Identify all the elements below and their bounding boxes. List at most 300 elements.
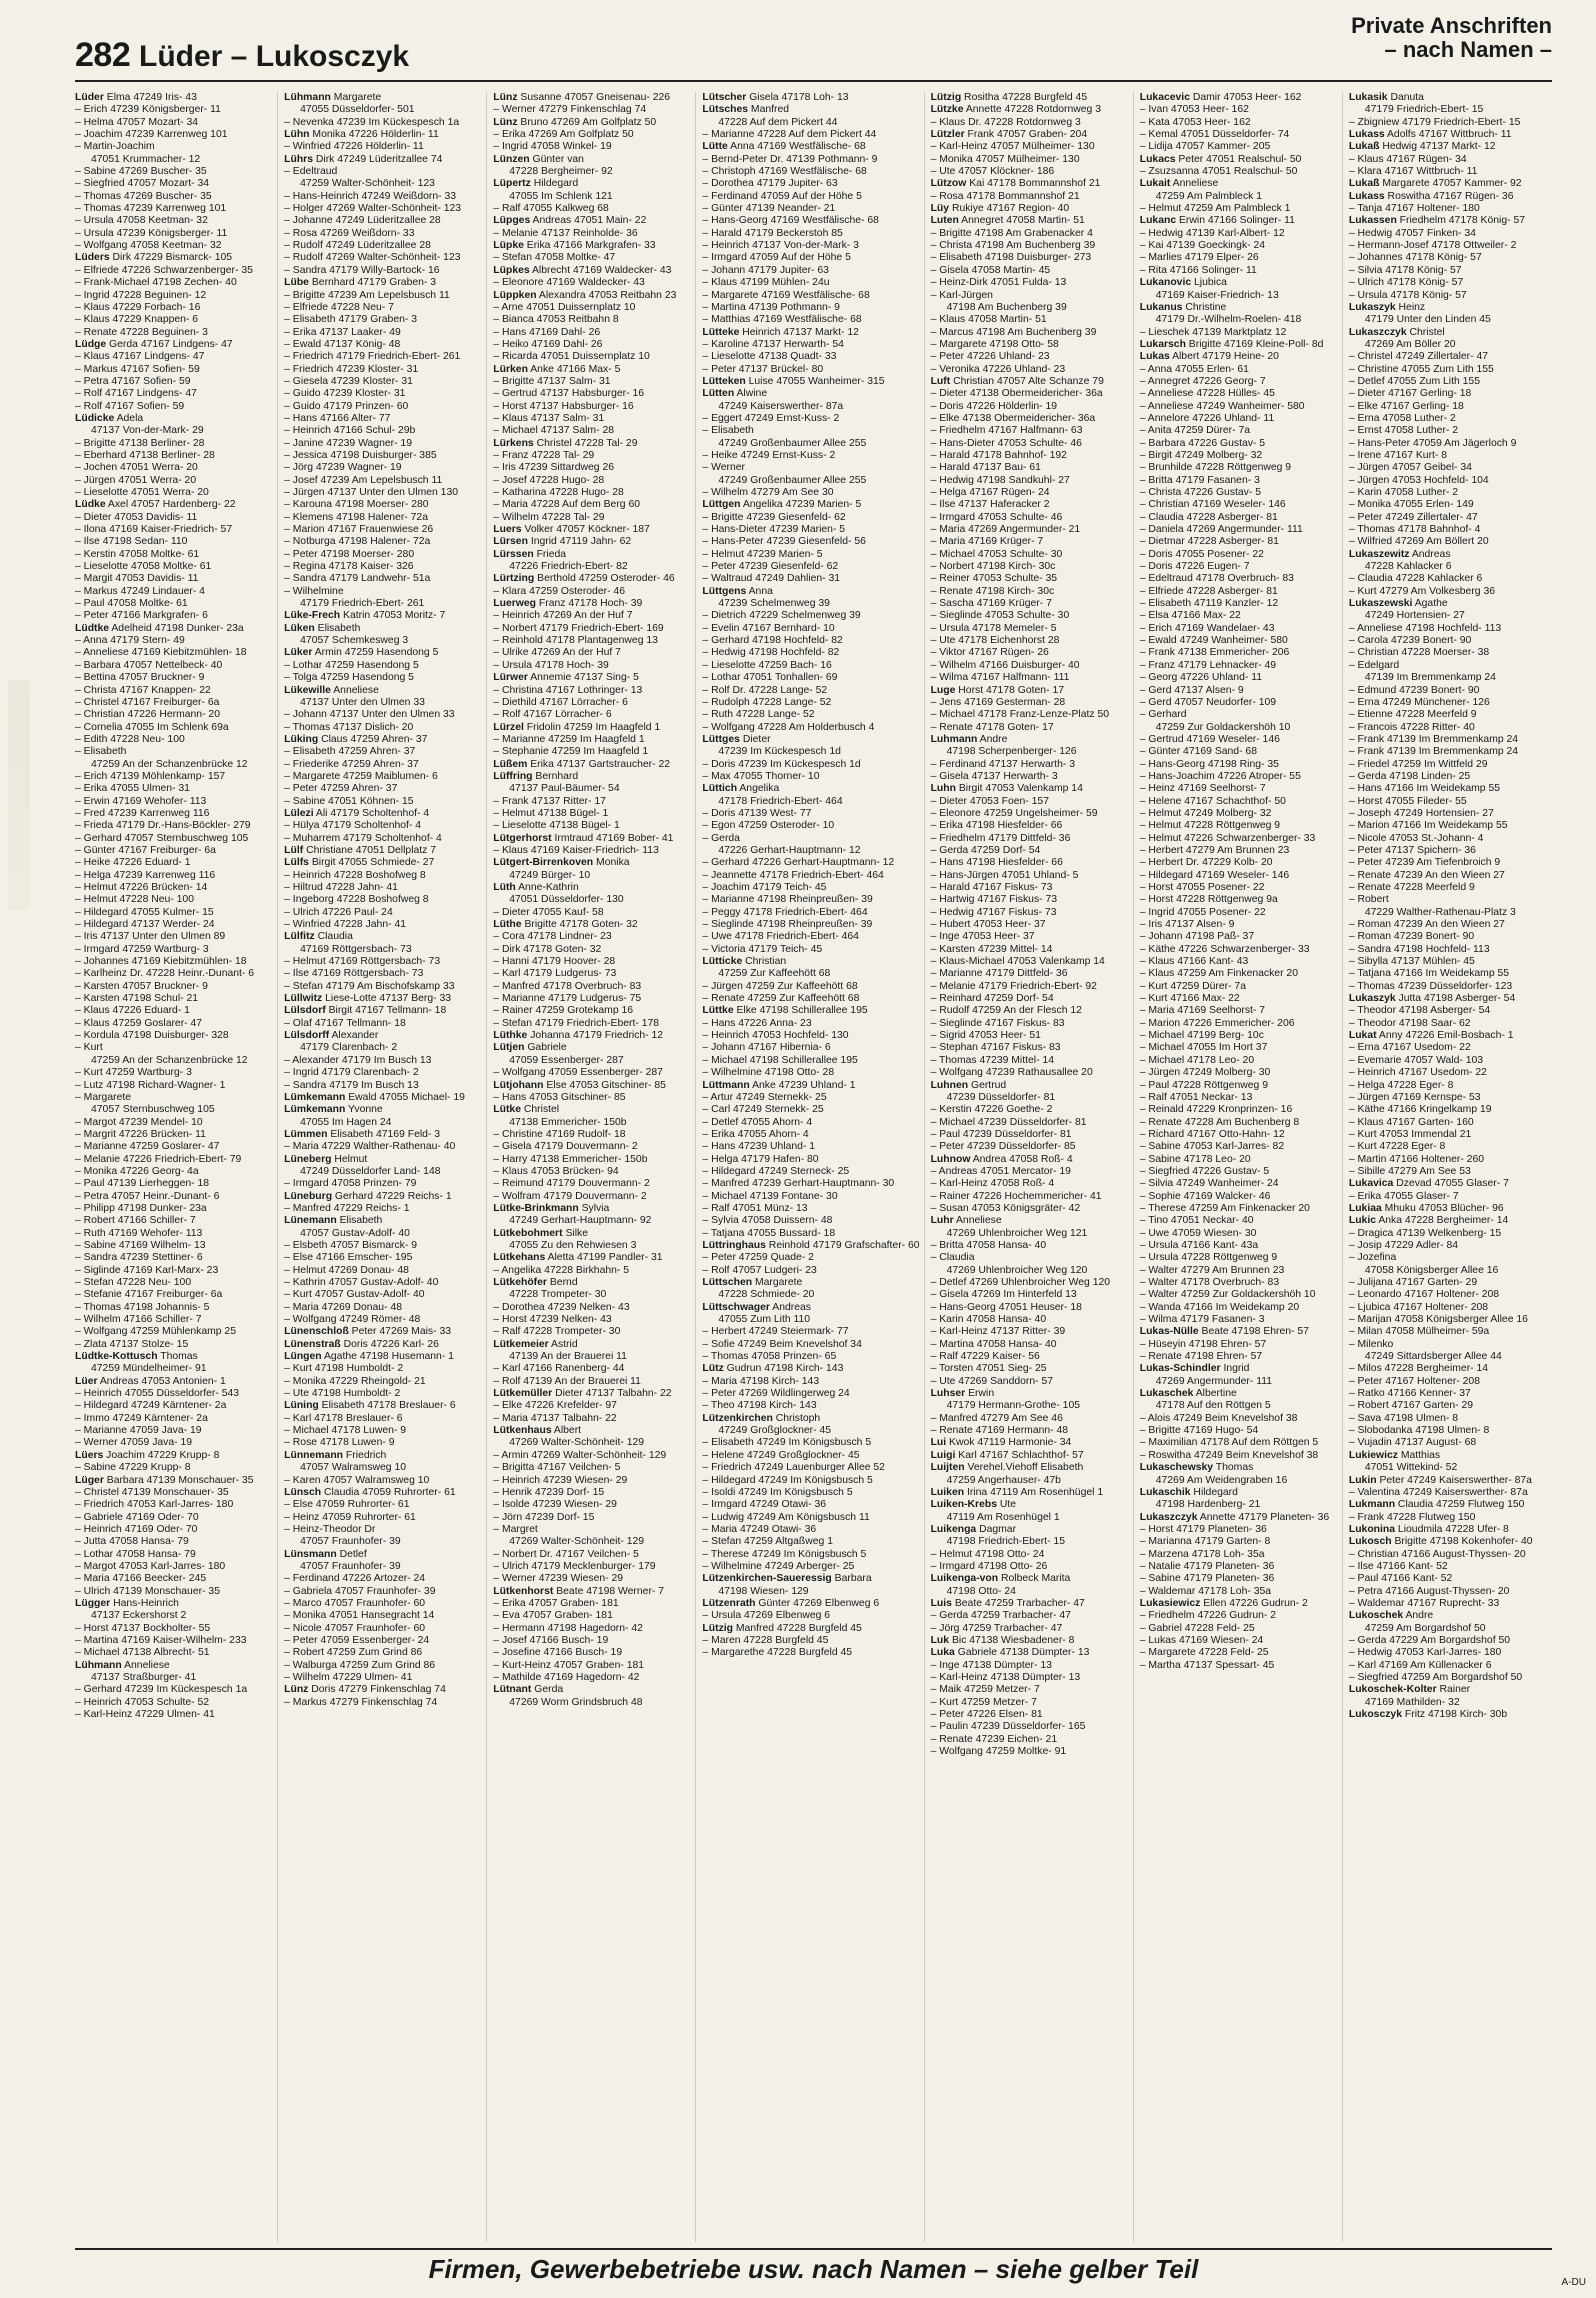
directory-entry: – Carola 47239 Bonert- 90: [1348, 635, 1472, 647]
directory-entry: – Paul 47239 Düsseldorfer- 81: [930, 1128, 1072, 1140]
directory-entry: – Heike 47249 Ernst-Kuss- 2: [702, 449, 836, 461]
directory-entry: – Sandra 47179 Im Busch 13: [284, 1079, 419, 1091]
directory-entry: – Heinrich 47166 Schul- 29b: [284, 425, 416, 437]
directory-entry: – Peter 47059 Essenberger- 24: [284, 1634, 430, 1646]
directory-entry: – Siglinde 47169 Karl-Marx- 23: [75, 1264, 219, 1276]
directory-entry: – Anita 47259 Dürer- 7a: [1139, 425, 1251, 437]
directory-entry: – Gerda: [702, 832, 740, 844]
directory-entry: – Hans-Jürgen 47051 Uhland- 5: [930, 869, 1079, 881]
directory-entry: – Dieter 47138 Obermeidericher- 36a: [930, 388, 1103, 400]
directory-entry: – Doris 47226 Eugen- 7: [1139, 561, 1250, 573]
directory-entry: Lühmann Anneliese: [75, 1659, 170, 1671]
directory-entry: – Christa 47198 Am Buchenberg 39: [930, 240, 1096, 252]
column-3: [493, 92, 696, 2242]
directory-entry: – Lieselotte 47051 Werra- 20: [75, 487, 209, 498]
directory-entry: 47249 Gerhart-Hauptmann- 92: [509, 1215, 652, 1227]
directory-entry: – Paul 47166 Kant- 52: [1348, 1573, 1453, 1585]
directory-entry: – Stephanie 47259 Im Haagfeld 1: [493, 746, 649, 758]
directory-entry: – Paul 47228 Röttgenweg 9: [1139, 1079, 1268, 1091]
directory-entry: – Josef 47239 Am Lepelsbusch 11: [284, 474, 443, 486]
directory-entry: – Christel 47139 Monschauer- 35: [75, 1486, 229, 1498]
directory-entry: – Robert: [1348, 894, 1389, 906]
directory-entry: – Doris 47139 West- 77: [702, 807, 812, 819]
directory-entry: – Ljubica 47167 Holtener- 208: [1348, 1301, 1489, 1313]
directory-entry: – Hans-Georg 47169 Westfälische- 68: [702, 215, 879, 227]
directory-entry: – Anneliese 47169 Kiebitzmühlen- 18: [75, 647, 247, 659]
directory-entry: – Walburga 47259 Zum Grind 86: [284, 1659, 436, 1671]
directory-entry: – Erwin 47169 Wehofer- 113: [75, 795, 207, 807]
directory-entry: Lülfitz Claudia: [284, 931, 353, 943]
directory-entry: Lühn Monika 47226 Hölderlin- 11: [284, 129, 439, 141]
directory-entry: – Rudolph 47228 Lange- 52: [702, 696, 832, 708]
directory-entry: Lütteken Luise 47055 Wanheimer- 315: [702, 375, 885, 387]
directory-entry: Lühmann Margarete: [284, 92, 382, 103]
directory-entry: – Werner 47239 Wiesen- 29: [493, 1573, 624, 1585]
directory-entry: Lukin Peter 47249 Kaiserswerther- 87a: [1348, 1474, 1532, 1486]
directory-entry: – Anna 47179 Stern- 49: [75, 635, 185, 647]
directory-entry: – Elke 47226 Krefelder- 97: [493, 1400, 617, 1412]
directory-entry: – Torsten 47051 Sieg- 25: [930, 1363, 1047, 1375]
directory-entry: – Heinz-Theodor Dr: [284, 1523, 376, 1535]
directory-entry: Lukonina Lioudmila 47228 Ufer- 8: [1348, 1523, 1509, 1535]
directory-entry: – Sabine 47178 Leo- 20: [1139, 1153, 1251, 1165]
directory-entry: – Daniela 47269 Angermunder- 111: [1139, 524, 1303, 536]
directory-entry: Lütticke Christian: [702, 956, 787, 968]
directory-entry: 47138 Emmericher- 150b: [509, 1116, 627, 1128]
directory-entry: – Karl-Heinz 47058 Roß- 4: [930, 1178, 1055, 1190]
directory-entry: – Monika 47055 Erlen- 149: [1348, 499, 1474, 511]
directory-entry: – Stefan 47179 Am Bischofskamp 33: [284, 980, 455, 992]
directory-entry: 47057 Gustav-Adolf- 40: [300, 1227, 410, 1239]
directory-entry: – Viktor 47167 Rügen- 26: [930, 647, 1049, 659]
directory-entry: – Inge 47138 Dümpter- 13: [930, 1659, 1052, 1671]
directory-entry: – Hans 47053 Gitschiner- 85: [493, 1091, 626, 1103]
directory-entry: – Ingrid 47179 Clarenbach- 2: [284, 1067, 419, 1079]
page-header: [75, 14, 1552, 82]
directory-entry: 47055 Zum Lith 110: [718, 1314, 811, 1326]
directory-entry: – Robert 47167 Garten- 29: [1348, 1400, 1474, 1412]
directory-entry: – Heiko 47169 Dahl- 26: [493, 338, 603, 350]
directory-entry: 47259 Mündelheimer- 91: [91, 1363, 207, 1375]
directory-entry: 47178 Friedrich-Ebert- 464: [718, 795, 843, 807]
directory-entry: – Doris 47055 Posener- 22: [1139, 548, 1264, 560]
directory-entry: – Claudia: [930, 1252, 975, 1264]
directory-entry: – Dieter 47053 Davidis- 11: [75, 511, 198, 523]
directory-entry: 47169 Kaiser-Friedrich- 13: [1155, 289, 1279, 301]
directory-entry: – Stefan 47058 Moltke- 47: [493, 252, 616, 264]
directory-entry: – Günter 47169 Sand- 68: [1139, 746, 1257, 758]
directory-entry: – Heinrich 47167 Usedom- 22: [1348, 1067, 1487, 1079]
directory-entry: – Maria 47269 Donau- 48: [284, 1301, 402, 1313]
directory-entry: Lünemann Elisabeth: [284, 1215, 383, 1227]
directory-entry: – Klemens 47198 Halener- 72a: [284, 511, 428, 523]
directory-entry: – Jörg 47239 Wagner- 19: [284, 462, 402, 474]
directory-entry: – Martin-Joachim: [75, 141, 155, 153]
directory-entry: – Waldemar 47167 Ruprecht- 33: [1348, 1597, 1500, 1609]
directory-entry: – Marcus 47198 Am Buchenberg 39: [930, 326, 1097, 338]
directory-entry: – Christine 47055 Zum Lith 155: [1348, 363, 1494, 375]
directory-entry: – Evelin 47167 Bernhard- 10: [702, 622, 835, 634]
directory-entry: – Erich 47169 Wandelaer- 43: [1139, 622, 1275, 634]
directory-entry: – Stefan 47179 Friedrich-Ebert- 178: [493, 1017, 660, 1029]
directory-entry: – Horst 47137 Habsburger- 16: [493, 400, 634, 412]
directory-entry: – Eberhard 47138 Berliner- 28: [75, 449, 215, 461]
directory-entry: 47179 Friedrich-Ebert- 261: [300, 598, 425, 610]
directory-entry: Lütten Alwine: [702, 388, 768, 400]
directory-entry: – Giesela 47239 Kloster- 31: [284, 375, 413, 387]
directory-entry: – Petra 47057 Heinr.-Dunant- 6: [75, 1190, 220, 1202]
directory-entry: – Ursula 47228 Röttgenweg 9: [1139, 1252, 1278, 1264]
directory-entry: – Josef 47166 Busch- 19: [493, 1634, 609, 1646]
directory-entry: – Cora 47178 Lindner- 23: [493, 931, 612, 943]
directory-entry: Lukiewicz Matthias: [1348, 1449, 1441, 1461]
directory-entry: – Jörn 47239 Dorf- 15: [493, 1511, 595, 1523]
directory-entry: – Lothar 47051 Tonhallen- 69: [702, 672, 838, 684]
directory-entry: 47179 Clarenbach- 2: [300, 1042, 398, 1054]
directory-entry: – Eleonore 47169 Waldecker- 43: [493, 277, 645, 289]
directory-entry: – Holger 47269 Walter-Schönheit- 123: [284, 203, 462, 215]
directory-entry: Lürwer Annemie 47137 Sing- 5: [493, 672, 639, 684]
directory-entry: – Hildegard 47249 Im Königsbusch 5: [702, 1474, 873, 1486]
directory-entry: – Jochen 47051 Werra- 20: [75, 462, 198, 474]
directory-entry: 47058 Königsberger Allee 16: [1364, 1264, 1499, 1276]
directory-entry: – Peter 47198 Moerser- 280: [284, 548, 415, 560]
directory-entry: Lukaszczyk Christel: [1348, 326, 1445, 338]
directory-entry: – Helmut 47239 Marien- 5: [702, 548, 823, 560]
directory-entry: – Erika 47055 Glaser- 7: [1348, 1190, 1459, 1202]
directory-entry: – Klaus 47058 Martin- 51: [930, 314, 1047, 326]
directory-entry: – Lieselotte 47138 Bügel- 1: [493, 820, 620, 832]
directory-entry: – Reimund 47179 Douvermann- 2: [493, 1178, 650, 1190]
directory-entry: – Gerda 47259 Trarbacher- 47: [930, 1610, 1071, 1622]
directory-entry: – Cornelia 47055 Im Schlenk 69a: [75, 721, 229, 733]
directory-entry: Lütsches Manfred: [702, 104, 790, 116]
directory-entry: Lürkens Christel 47228 Tal- 29: [493, 437, 638, 449]
directory-entry: – Harald 47179 Beckerstoh 85: [702, 227, 843, 239]
directory-entry: – Philipp 47198 Dunker- 23a: [75, 1202, 207, 1214]
directory-entry: – Helene 47249 Großglockner- 45: [702, 1449, 860, 1461]
directory-entry: – Karouna 47198 Moerser- 280: [284, 499, 429, 511]
directory-entry: 47057 Fraunhofer- 39: [300, 1560, 401, 1572]
directory-entry: – Hermann-Josef 47178 Ottweiler- 2: [1348, 240, 1517, 252]
directory-entry: – Thomas 47239 Düsseldorfer- 123: [1348, 980, 1513, 992]
directory-entry: – Hans 47166 Alter- 77: [284, 412, 391, 424]
directory-entry: Lümmen Elisabeth 47169 Feld- 3: [284, 1128, 441, 1140]
directory-entry: – Frieda 47179 Dr.-Hans-Böckler- 279: [75, 820, 251, 832]
directory-entry: 47249 Düsseldorfer Land- 148: [300, 1165, 441, 1177]
directory-entry: Lukanus Christine: [1139, 301, 1227, 313]
directory-entry: Lüttgens Anna: [702, 585, 773, 597]
directory-entry: 47259 Angerhauser- 47b: [946, 1474, 1061, 1486]
directory-entry: Lüttges Dieter: [702, 733, 771, 745]
directory-entry: 47228 Trompeter- 30: [509, 1289, 607, 1301]
directory-entry: Lümkemann Yvonne: [284, 1104, 383, 1116]
directory-entry: – Franz 47179 Lehnacker- 49: [1139, 659, 1277, 671]
directory-entry: – Margarete: [75, 1091, 132, 1103]
directory-entry: – Werner: [702, 462, 745, 474]
directory-entry: – Renate 47198 Kirch- 30c: [930, 585, 1055, 597]
directory-entry: – Klaus 47169 Kaiser-Friedrich- 113: [493, 844, 659, 856]
directory-entry: – Erika 47269 Am Golfplatz 50: [493, 129, 634, 141]
directory-entry: – Margarete 47259 Maiblumen- 6: [284, 770, 438, 782]
directory-entry: Lüttke Elke 47198 Schillerallee 195: [702, 1005, 868, 1017]
directory-entry: – Michael 47137 Salm- 28: [493, 425, 614, 437]
directory-entry: – Harald 47178 Bahnhof- 192: [930, 449, 1067, 461]
directory-entry: – Peter 47137 Spichern- 36: [1348, 844, 1476, 856]
directory-entry: Lüneburg Gerhard 47229 Reichs- 1: [284, 1190, 452, 1202]
directory-entry: – Michael 47139 Fontane- 30: [702, 1190, 838, 1202]
directory-entry: Lüth Anne-Kathrin: [493, 882, 579, 893]
directory-entry: – Gerda 47229 Am Borgardshof 50: [1348, 1634, 1511, 1646]
directory-entry: – Elke 47167 Gerling- 18: [1348, 400, 1464, 412]
directory-entry: Lülf Christiane 47051 Dellplatz 7: [284, 844, 437, 856]
directory-entry: Lüneberg Helmut: [284, 1153, 368, 1165]
directory-entry: – Gisela 47058 Martin- 45: [930, 264, 1051, 276]
directory-entry: Lütkehans Aletta 47199 Pandler- 31: [493, 1252, 663, 1264]
column-1: [75, 92, 278, 2242]
directory-entry: Lütjohann Else 47053 Gitschiner- 85: [493, 1079, 666, 1091]
directory-entry: – Karl 47178 Breslauer- 6: [284, 1412, 403, 1424]
directory-entry: – Klaus 47259 Goslarer- 47: [75, 1017, 203, 1029]
directory-entry: 47249 Hortensien- 27: [1364, 610, 1465, 622]
directory-entry: 47137 Von-der-Mark- 29: [91, 425, 204, 437]
directory-entry: – Tanja 47167 Holtener- 180: [1348, 203, 1480, 215]
directory-entry: Luiken Irina 47119 Am Rosenhügel 1: [930, 1486, 1104, 1498]
directory-entry: – Werner 47279 Finkenschlag 74: [493, 104, 647, 116]
directory-entry: – Muharrem 47179 Scholtenhof- 4: [284, 832, 442, 844]
directory-entry: – Nicole 47053 St.-Johann- 4: [1348, 832, 1484, 844]
directory-entry: – Maria 47229 Walther-Rathenau- 40: [284, 1141, 456, 1153]
directory-entry: Luerweg Franz 47178 Hoch- 39: [493, 598, 643, 610]
directory-entry: – Ursula 47269 Elbenweg 6: [702, 1610, 831, 1622]
directory-entry: – Lothar 47058 Hansa- 79: [75, 1548, 196, 1560]
directory-entry: – Walter 47178 Overbruch- 83: [1139, 1277, 1280, 1288]
directory-entry: – Marianne 47259 Im Haagfeld 1: [493, 733, 645, 745]
directory-entry: – Matthias 47169 Westfälische- 68: [702, 314, 862, 326]
directory-entry: – Hildegard 47169 Weseler- 146: [1139, 869, 1290, 881]
directory-entry: – Renate 47169 Hermann- 48: [930, 1425, 1069, 1437]
directory-entry: Lukosczyk Fritz 47198 Kirch- 30b: [1348, 1709, 1508, 1721]
directory-entry: – Else 47059 Ruhrorter- 61: [284, 1499, 410, 1511]
directory-entry: – Stefanie 47167 Freiburger- 6a: [75, 1289, 223, 1301]
directory-entry: Lukarsch Brigitte 47169 Kleine-Poll- 8d: [1139, 338, 1324, 350]
directory-entry: Lukanovic Ljubica: [1139, 277, 1227, 289]
directory-entry: – Heinrich 47228 Boshofweg 8: [284, 869, 426, 881]
directory-entry: – Rolf 47057 Ludgeri- 23: [702, 1264, 817, 1276]
directory-entry: – Sibille 47279 Am See 53: [1348, 1165, 1471, 1177]
directory-entry: – Iris 47239 Sittardweg 26: [493, 462, 615, 474]
directory-entry: – Gisela 47179 Douvermann- 2: [493, 1141, 638, 1153]
directory-entry: – Silvia 47249 Wanheimer- 24: [1139, 1178, 1279, 1190]
directory-entry: – Margarethe 47228 Burgfeld 45: [702, 1647, 853, 1659]
directory-entry: – Alois 47249 Beim Knevelshof 38: [1139, 1412, 1298, 1424]
directory-entry: 47239 Düsseldorfer- 81: [946, 1091, 1056, 1103]
directory-entry: – Sabine 47229 Krupp- 8: [75, 1462, 191, 1474]
directory-entry: – Monika 47229 Rheingold- 21: [284, 1375, 426, 1387]
directory-entry: – Petra 47166 August-Thyssen- 20: [1348, 1585, 1510, 1597]
directory-entry: Lukas-Schindler Ingrid: [1139, 1363, 1250, 1375]
directory-entry: Luhn Birgit 47053 Valenkamp 14: [930, 783, 1083, 795]
directory-entry: – Wilhelmine 47249 Arberger- 25: [702, 1560, 855, 1572]
directory-entry: – Wolfgang 47058 Keetman- 32: [75, 240, 222, 252]
directory-entry: – Christina 47167 Lothringer- 13: [493, 684, 643, 696]
directory-entry: – Sabine 47053 Karl-Jarres- 82: [1139, 1141, 1285, 1153]
directory-entry: – Dorothea 47239 Nelken- 43: [493, 1301, 630, 1313]
directory-entry: – Armin 47269 Walter-Schönheit- 129: [493, 1449, 667, 1461]
directory-entry: – Zbigniew 47179 Friedrich-Ebert- 15: [1348, 116, 1521, 128]
directory-entry: Lüdtke-Kottusch Thomas: [75, 1351, 198, 1363]
directory-entry: – Peter 47259 Quade- 2: [702, 1252, 814, 1264]
directory-entry: – Helmut 47228 Röttgenweg 9: [1139, 820, 1281, 832]
directory-entry: – Michael 47053 Schulte- 30: [930, 548, 1063, 560]
directory-entry: – Maik 47259 Metzer- 7: [930, 1684, 1040, 1696]
directory-entry: Lüttringhaus Reinhold 47179 Grafschafter- 60: [702, 1239, 920, 1251]
directory-entry: – Karin 47058 Hansa- 40: [930, 1314, 1047, 1326]
section-title-line1: Private Anschriften: [1351, 13, 1552, 38]
directory-entry: – Josip 47229 Adler- 84: [1348, 1239, 1459, 1251]
directory-entry: – Marianne 47198 Rheinpreußen- 39: [702, 894, 873, 906]
directory-entry: – Friedel 47259 Im Wittfeld 29: [1348, 758, 1488, 770]
directory-entry: – Ricarda 47051 Duissernplatz 10: [493, 351, 650, 363]
directory-entry: – Peter 47226 Elsen- 81: [930, 1709, 1043, 1721]
directory-entry: – Klaus 47137 Salm- 31: [493, 412, 605, 424]
directory-entry: – Elfriede 47228 Neu- 7: [284, 301, 394, 313]
directory-entry: 47269 Uhlenbroicher Weg 121: [946, 1227, 1088, 1239]
directory-entry: – Immo 47249 Kärntener- 2a: [75, 1412, 208, 1424]
directory-entry: – Peter 47239 Düsseldorfer- 85: [930, 1141, 1076, 1153]
directory-entry: – Helmut 47228 Neu- 100: [75, 894, 194, 906]
directory-entry: – Klaus 47167 Garten- 160: [1348, 1116, 1474, 1128]
directory-entry: 47055 Im Schlenk 121: [509, 190, 613, 202]
directory-entry: – Irmgard 47058 Prinzen- 79: [284, 1178, 417, 1190]
directory-entry: – Gisela 47137 Herwarth- 3: [930, 770, 1058, 782]
directory-entry: – Ulrich 47139 Monschauer- 35: [75, 1585, 220, 1597]
directory-entry: Lüning Elisabeth 47178 Breslauer- 6: [284, 1400, 456, 1412]
directory-entry: – Siegfried 47259 Am Borgardshof 50: [1348, 1672, 1523, 1683]
directory-entry: – Thomas 47239 Karrenweg 101: [75, 203, 227, 215]
directory-entry: – Lutz 47198 Richard-Wagner- 1: [75, 1079, 226, 1091]
directory-entry: 47198 Hardenberg- 21: [1155, 1499, 1261, 1511]
directory-entry: – Karin 47058 Luther- 2: [1348, 487, 1459, 498]
directory-entry: – Martin 47166 Holtener- 260: [1348, 1153, 1485, 1165]
directory-entry: 47179 Dr.-Wilhelm-Roelen- 418: [1155, 314, 1302, 326]
directory-entry: – Wolfgang 47249 Römer- 48: [284, 1314, 421, 1326]
directory-entry: – Maria 47169 Krüger- 7: [930, 536, 1044, 548]
directory-entry: – Lieschek 47139 Marktplatz 12: [1139, 326, 1287, 338]
directory-entry: – Erna 47058 Luther- 2: [1348, 412, 1456, 424]
directory-entry: Lukass Roswitha 47167 Rügen- 36: [1348, 190, 1514, 202]
directory-entry: – Maria 47137 Talbahn- 22: [493, 1412, 617, 1424]
directory-entry: – Iris 47137 Alsen- 9: [1139, 919, 1235, 931]
directory-entry: – Tolga 47259 Hasendong 5: [284, 672, 414, 684]
directory-entry: – Erna 47167 Usedom- 22: [1348, 1042, 1471, 1054]
directory-entry: – Siegfried 47226 Gustav- 5: [1139, 1165, 1270, 1177]
directory-entry: – Irmgard 47259 Wartburg- 3: [75, 943, 209, 955]
directory-entry: – Manfred 47229 Reichs- 1: [284, 1202, 410, 1214]
directory-entry: 47239 Im Kückespesch 1d: [718, 746, 841, 758]
directory-entry: – Maria 47249 Otawi- 36: [702, 1523, 817, 1535]
directory-entry: – Gerda 47259 Dorf- 54: [930, 844, 1041, 856]
directory-entry: Lünz Susanne 47057 Gneisenau- 226: [493, 92, 671, 103]
directory-entry: 47057 Walramsweg 10: [300, 1462, 407, 1474]
directory-entry: Lüger Barbara 47139 Monschauer- 35: [75, 1474, 254, 1486]
directory-entry: Lülezi Ali 47179 Scholtenhof- 4: [284, 807, 430, 819]
directory-entry: – Käthe 47226 Schwarzenberger- 33: [1139, 943, 1310, 955]
directory-entry: – Erich 47239 Königsberger- 11: [75, 104, 221, 116]
directory-entry: Luhmann Andre: [930, 733, 1008, 745]
directory-entry: – Kurt 47198 Humboldt- 2: [284, 1363, 404, 1375]
directory-entry: – Joachim 47179 Teich- 45: [702, 882, 827, 893]
directory-entry: Lüdge Gerda 47167 Lindgens- 47: [75, 338, 233, 350]
directory-entry: – Brunhilde 47228 Röttgenweg 9: [1139, 462, 1292, 474]
directory-entry: Lüffring Bernhard: [493, 770, 579, 782]
directory-entry: – Mathilde 47169 Hagedorn- 42: [493, 1672, 640, 1683]
directory-entry: – Irmgard 47059 Auf der Höhe 5: [702, 252, 851, 264]
directory-entry: – Klaus 47229 Forbach- 16: [75, 301, 201, 313]
directory-entry: – Kurt-Heinz 47057 Graben- 181: [493, 1659, 645, 1671]
directory-entry: – Alexander 47179 Im Busch 13: [284, 1054, 432, 1066]
directory-entry: – Marianne 47179 Ludgerus- 75: [493, 993, 642, 1005]
directory-entry: – Karl 47179 Ludgerus- 73: [493, 968, 617, 980]
directory-entry: – Slobodanka 47198 Ulmen- 8: [1348, 1425, 1490, 1437]
directory-entry: Lüllwitz Liese-Lotte 47137 Berg- 33: [284, 993, 452, 1005]
directory-entry: – Peter 47167 Holtener- 208: [1348, 1375, 1480, 1387]
directory-entry: – Stefan 47228 Neu- 100: [75, 1277, 192, 1288]
directory-entry: – Ralf 47228 Trompeter- 30: [493, 1326, 621, 1338]
directory-entry: – Karl-Heinz 47057 Mülheimer- 130: [930, 141, 1095, 153]
directory-entry: – Leonardo 47167 Holtener- 208: [1348, 1289, 1500, 1301]
directory-entry: – Sandra 47179 Landwehr- 51a: [284, 573, 431, 585]
directory-entry: 47179 Unter den Linden 45: [1364, 314, 1491, 326]
directory-entry: – Erich 47139 Möhlenkamp- 157: [75, 770, 226, 782]
directory-entry: 47198 Wiesen- 129: [718, 1585, 809, 1597]
directory-entry: – Joseph 47249 Hortensien- 27: [1348, 807, 1494, 819]
directory-entry: – Martina 47058 Hansa- 40: [930, 1338, 1057, 1350]
directory-entry: – Kathrin 47057 Gustav-Adolf- 40: [284, 1277, 439, 1288]
directory-entry: – Brigitte 47137 Salm- 31: [493, 375, 611, 387]
directory-entry: – Wilma 47167 Halfmann- 111: [930, 672, 1070, 684]
directory-entry: 47057 Fraunhofer- 39: [300, 1536, 401, 1548]
directory-entry: Lürsen Ingrid 47119 Jahn- 62: [493, 536, 632, 548]
directory-entry: – Elisabeth 47198 Duisburger- 273: [930, 252, 1092, 264]
directory-entry: Lüdtke Adelheid 47198 Dunker- 23a: [75, 622, 244, 634]
page-number: 282: [75, 36, 131, 74]
directory-entry: – Eggert 47249 Ernst-Kuss- 2: [702, 412, 840, 424]
directory-entry: – Ulrike 47269 An der Huf 7: [493, 647, 621, 659]
directory-entry: 47249 Großenbaumer Allee 255: [718, 437, 867, 449]
directory-entry: – Jürgen 47169 Kernspe- 53: [1348, 1091, 1481, 1103]
directory-entry: – Johann 47198 Paß- 37: [1139, 931, 1255, 943]
directory-entry: – Heinrich 47137 Von-der-Mark- 3: [702, 240, 859, 252]
directory-entry: – Hans-Joachim 47226 Atroper- 55: [1139, 770, 1301, 782]
directory-entry: – Brigitte 47169 Hugo- 54: [1139, 1425, 1259, 1437]
directory-entry: – Christel 47167 Freiburger- 6a: [75, 696, 220, 708]
directory-entry: – Hedwig 47167 Fiskus- 73: [930, 906, 1057, 918]
directory-entry: – Ludwig 47249 Am Königsbusch 11: [702, 1511, 870, 1523]
directory-entry: – Markus 47249 Lindauer- 4: [75, 585, 205, 597]
directory-entry: – Helma 47057 Mozart- 34: [75, 116, 199, 128]
directory-entry: – Sabine 47169 Wilhelm- 13: [75, 1239, 206, 1251]
directory-entry: – Rose 47178 Luwen- 9: [284, 1437, 395, 1449]
directory-entry: – Milos 47228 Bergheimer- 14: [1348, 1363, 1489, 1375]
directory-entry: – Jessica 47198 Duisburger- 385: [284, 449, 437, 461]
directory-entry: 47119 Am Rosenhügel 1: [946, 1511, 1060, 1523]
directory-entry: 47269 Angermunder- 111: [1155, 1375, 1273, 1387]
directory-entry: – Karoline 47137 Herwarth- 54: [702, 338, 844, 350]
directory-entry: Lülfs Birgit 47055 Schmiede- 27: [284, 857, 435, 869]
directory-entry: – Christa 47167 Knappen- 22: [75, 684, 211, 696]
directory-entry: – Gerhard: [1139, 709, 1187, 721]
